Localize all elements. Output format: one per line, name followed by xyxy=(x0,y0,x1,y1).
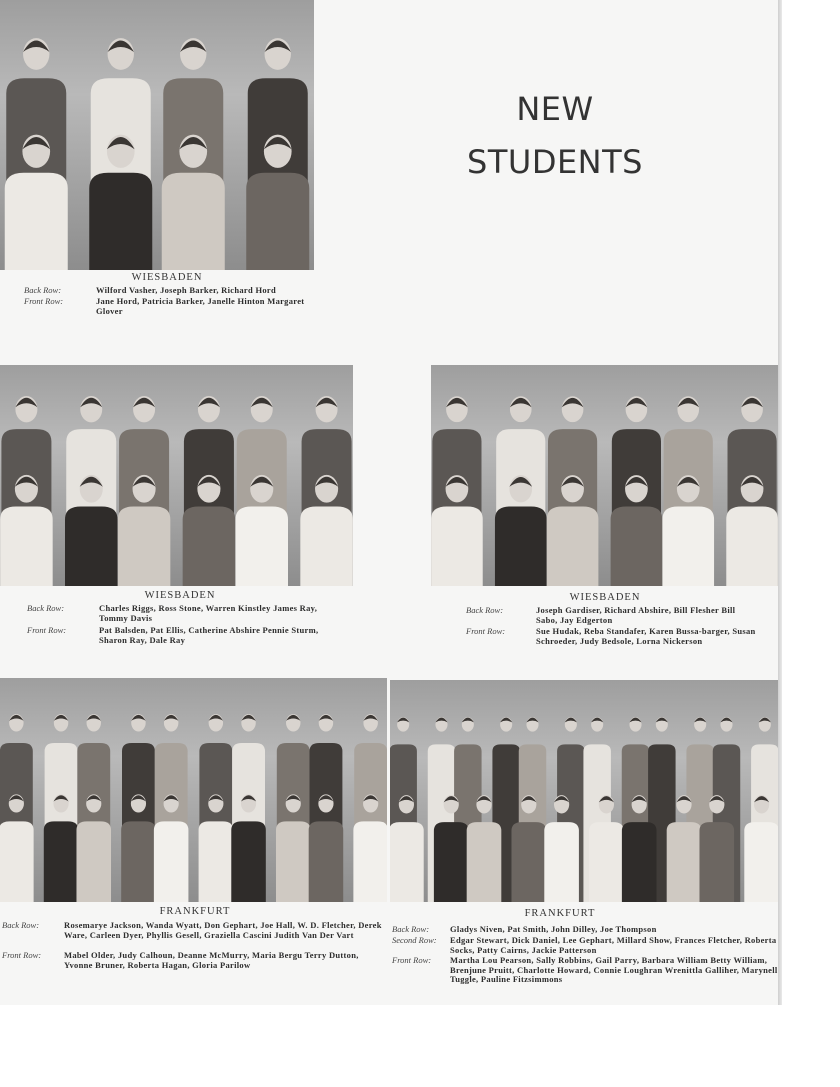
group-photo-frankfurt-2 xyxy=(390,680,778,902)
person-body xyxy=(467,822,502,902)
person-body xyxy=(154,821,189,902)
page-margin xyxy=(782,0,840,1087)
person-body xyxy=(65,506,118,586)
caption-back-row: Back Row: Rosemarye Jackson, Wanda Wyatt, Don Gephart, Joe Hall, W. D. Fletcher, Derek Ware, Carleen Dyer, Phyllis Gesell, Graziella Cascini Judith Van Der Vart xyxy=(2,920,382,940)
person-body xyxy=(495,506,547,586)
person-body xyxy=(589,822,624,902)
person-body xyxy=(622,822,657,902)
person-body xyxy=(662,506,714,586)
caption-back-row: Back Row: Charles Riggs, Ross Stone, Warren Kinstley James Ray, Tommy Davis xyxy=(27,603,318,623)
caption-front-row: Front Row: Jane Hord, Patricia Barker, Janelle Hinton Margaret Glover xyxy=(24,296,305,316)
person-body xyxy=(544,822,579,902)
person-body xyxy=(300,506,353,586)
group-photo-wiesbaden-1 xyxy=(0,0,314,270)
person-body xyxy=(744,822,778,902)
person-body xyxy=(309,821,344,902)
person-body xyxy=(726,506,778,586)
person-body xyxy=(89,173,152,270)
person-body xyxy=(611,506,663,586)
person-body xyxy=(5,173,68,270)
group-photo-wiesbaden-2 xyxy=(0,365,353,586)
person-body xyxy=(121,821,156,902)
person-body xyxy=(235,506,288,586)
heading-line-1: NEW xyxy=(516,90,594,128)
group-title: FRANKFURT xyxy=(159,906,231,917)
caption-back-row: Back Row: Joseph Gardiser, Richard Abshire, Bill Flesher Bill Sabo, Jay Edgerton xyxy=(466,605,736,625)
group-title: WIESBADEN xyxy=(569,592,641,603)
person-body xyxy=(431,506,483,586)
caption-front-row: Front Row: Mabel Older, Judy Calhoun, Deanne McMurry, Maria Bergu Terry Dutton, Yvonne Bruner, Roberta Hagan, Gloria Parilow xyxy=(2,950,359,970)
person-body xyxy=(276,821,311,902)
caption-front-row: Front Row: Martha Lou Pearson, Sally Robbins, Gail Parry, Barbara William Betty William, Brenjune Pruitt, Charlotte Howard, Connie Loughran Wrenittla Galliher, Marynell Tuggle, Pauline Fitzsimmons xyxy=(392,955,778,984)
person-body xyxy=(547,506,599,586)
person-body xyxy=(118,506,171,586)
group-photo-frankfurt-1 xyxy=(0,678,387,902)
caption-front-row: Front Row: Pat Balsden, Pat Ellis, Catherine Abshire Pennie Sturm, Sharon Ray, Dale Ray xyxy=(27,625,319,645)
group-photo-wiesbaden-3 xyxy=(431,365,778,586)
person-body xyxy=(199,821,234,902)
heading-line-2: STUDENTS xyxy=(467,143,643,181)
group-title: FRANKFURT xyxy=(524,908,596,919)
caption-front-row: Front Row: Sue Hudak, Reba Standafer, Karen Bussa-barger, Susan Schroeder, Judy Bedsole, Lorna Nickerson xyxy=(466,626,756,646)
group-title: WIESBADEN xyxy=(144,590,216,601)
person-body xyxy=(162,173,225,270)
caption-back-row: Back Row: Gladys Niven, Pat Smith, John Dilley, Joe Thompson xyxy=(392,924,657,934)
person-body xyxy=(183,506,236,586)
group-title: WIESBADEN xyxy=(131,272,203,283)
person-body xyxy=(76,821,111,902)
person-body xyxy=(0,506,53,586)
person-body xyxy=(44,821,79,902)
caption-back-row: Back Row: Wilford Vasher, Joseph Barker, Richard Hord xyxy=(24,285,277,295)
person-body xyxy=(0,821,34,902)
person-body xyxy=(699,822,734,902)
person-body xyxy=(667,822,702,902)
person-body xyxy=(434,822,469,902)
person-body xyxy=(390,822,424,902)
person-body xyxy=(511,822,546,902)
person-body xyxy=(353,821,387,902)
person-body xyxy=(246,173,309,270)
caption-second-row: Second Row: Edgar Stewart, Dick Daniel, Lee Gephart, Millard Show, Frances Fletcher, Roberta Socks, Patty Cairns, Jackie Patterson xyxy=(392,935,777,955)
person-body xyxy=(231,821,266,902)
